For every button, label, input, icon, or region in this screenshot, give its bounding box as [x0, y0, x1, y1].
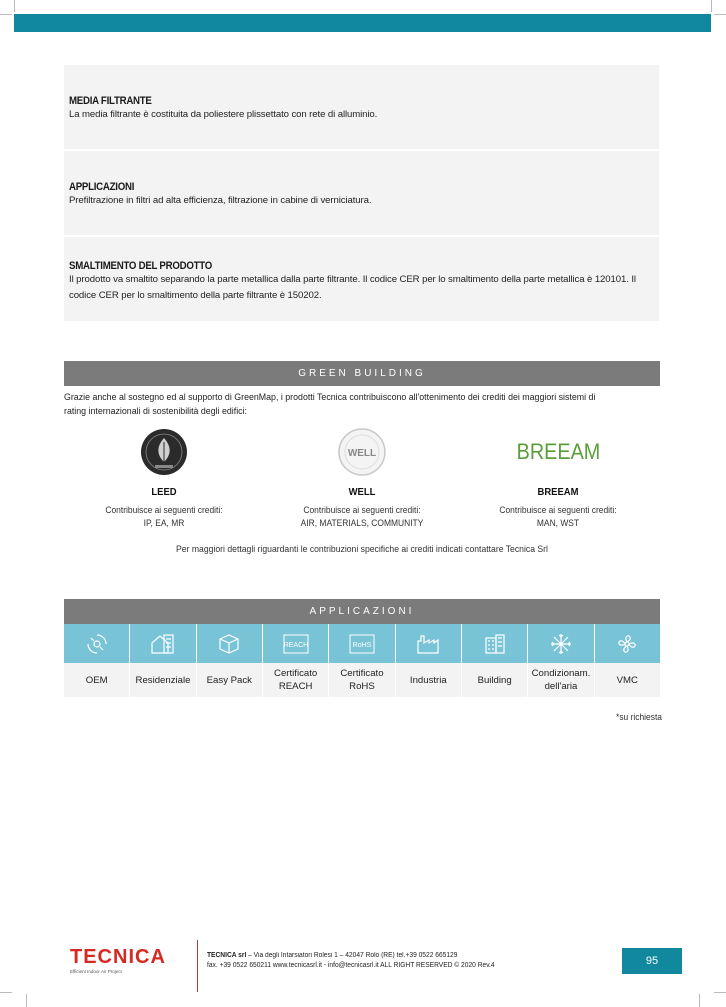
applications-table [64, 624, 660, 697]
section-text: La media filtrante è costituita da poliestere plissettato con rete di alluminio. [69, 109, 378, 120]
cert-desc-line: AIR, MATERIALS, COMMUNITY [300, 517, 424, 528]
section-text: Prefiltrazione in filtri ad alta efficienza, filtrazione in cabine di verniciatura. [69, 195, 372, 206]
smaltimento-section [64, 237, 659, 321]
footnote: *su richiesta [616, 711, 662, 722]
easy-pack-icon [197, 624, 263, 663]
footer-address-line: – Via degli Intarsiatori Rolesi 1 – 42047 Rolo (RE) tel.+39 0522 665129 [246, 952, 458, 959]
app-label-oem: OEM [64, 663, 130, 697]
crop-mark [26, 994, 27, 1007]
cert-desc-line: Contribuisce ai seguenti crediti: [303, 504, 421, 515]
cert-desc [272, 503, 452, 529]
building-icon [462, 624, 528, 663]
section-title: MEDIA FILTRANTE [69, 95, 152, 107]
app-label-reach [263, 663, 329, 697]
breeam-logo [458, 424, 658, 480]
app-label-easy-pack: Easy Pack [197, 663, 263, 697]
cert-desc-line: MAN, WST [536, 517, 580, 528]
cert-desc-line: IP, EA, MR [143, 517, 185, 528]
applications-label-row [64, 663, 660, 697]
rohs-icon-text: RoHS [352, 641, 372, 649]
section-text: Il prodotto va smaltito separando la parte metallica dalla parte filtrante. Il codice CER per lo smaltimento della parte metallica è 120101. Il codice CER per lo smaltimento della parte filtrante è 150202. [69, 274, 636, 301]
applicazioni-header: APPLICAZIONI [64, 599, 660, 624]
residential-icon [130, 624, 196, 663]
page-number: 95 [622, 948, 682, 974]
cert-desc [74, 503, 254, 529]
cert-name: WELL [348, 486, 376, 498]
app-label-rohs [329, 663, 395, 697]
cert-desc [468, 503, 648, 529]
rohs-icon [329, 624, 395, 663]
vmc-icon [595, 624, 660, 663]
section-title: APPLICAZIONI [69, 181, 135, 193]
cert-desc-line: Contribuisce ai seguenti crediti: [105, 504, 223, 515]
app-label-line: REACH [278, 681, 313, 692]
app-label-line: Condizionam. [531, 668, 591, 679]
green-building-intro: Grazie anche al sostegno ed al supporto di GreenMap, i prodotti Tecnica contribuiscono all'ottenimento dei crediti dei maggiori sistemi di rating internazionali di sostenibilità degli edifici: [64, 392, 596, 417]
well-cert [262, 424, 462, 529]
footer-address-line: fax. +39 0522 650211 www.tecnicasrl.it - info@tecnicasrl.it ALL RIGHT RESERVED © 2020 Rev.4 [207, 962, 495, 969]
logo-text: TECNICA [70, 946, 166, 968]
reach-icon [263, 624, 329, 663]
app-label-condizionamento [528, 663, 594, 697]
footer-address [207, 951, 495, 971]
green-building-header: GREEN BUILDING [64, 361, 660, 386]
top-accent-bar [14, 14, 711, 32]
leed-icon [140, 428, 188, 476]
crop-mark [14, 0, 15, 12]
cert-name: LEED [151, 486, 177, 498]
tecnica-logo [70, 946, 166, 974]
well-logo [262, 424, 462, 480]
oem-icon [64, 624, 130, 663]
leed-logo [64, 424, 264, 480]
applications-icon-row [64, 624, 660, 663]
app-label-vmc: VMC [616, 674, 638, 686]
air-conditioning-icon [528, 624, 594, 663]
well-logo-text: WELL [347, 448, 377, 459]
logo-tagline: Efficient Indoor Air Project [70, 969, 122, 974]
cert-name: BREEAM [537, 486, 579, 498]
app-label-line: RoHS [349, 681, 375, 692]
crop-mark [0, 14, 12, 15]
app-label-building: Building [462, 663, 528, 697]
breeam-logo-text: BREEAM [516, 439, 600, 464]
crop-mark [0, 992, 12, 993]
crop-mark [711, 0, 712, 12]
cert-desc-line: Contribuisce ai seguenti crediti: [499, 504, 617, 515]
industry-icon [396, 624, 462, 663]
footer-divider [197, 940, 198, 992]
footer-company: TECNICA srl [207, 952, 247, 959]
reach-icon-text: REACH [283, 641, 308, 649]
leed-cert [64, 424, 264, 529]
app-label-line: Certificato [340, 668, 384, 679]
crop-mark [714, 992, 726, 993]
app-label-line: Certificato [274, 668, 318, 679]
green-building-note: Per maggiori dettagli riguardanti le contribuzioni specifiche ai crediti indicati contattare Tecnica Srl [176, 543, 548, 554]
app-label-residenziale: Residenziale [130, 663, 196, 697]
crop-mark [699, 994, 700, 1007]
breeam-cert [458, 424, 658, 529]
app-label-industria: Industria [396, 663, 462, 697]
crop-mark [714, 14, 726, 15]
section-title: SMALTIMENTO DEL PRODOTTO [69, 260, 212, 272]
well-icon [336, 426, 388, 478]
app-label-line: dell'aria [544, 681, 578, 692]
media-filtrante-section [64, 65, 659, 149]
applicazioni-section [64, 151, 659, 235]
